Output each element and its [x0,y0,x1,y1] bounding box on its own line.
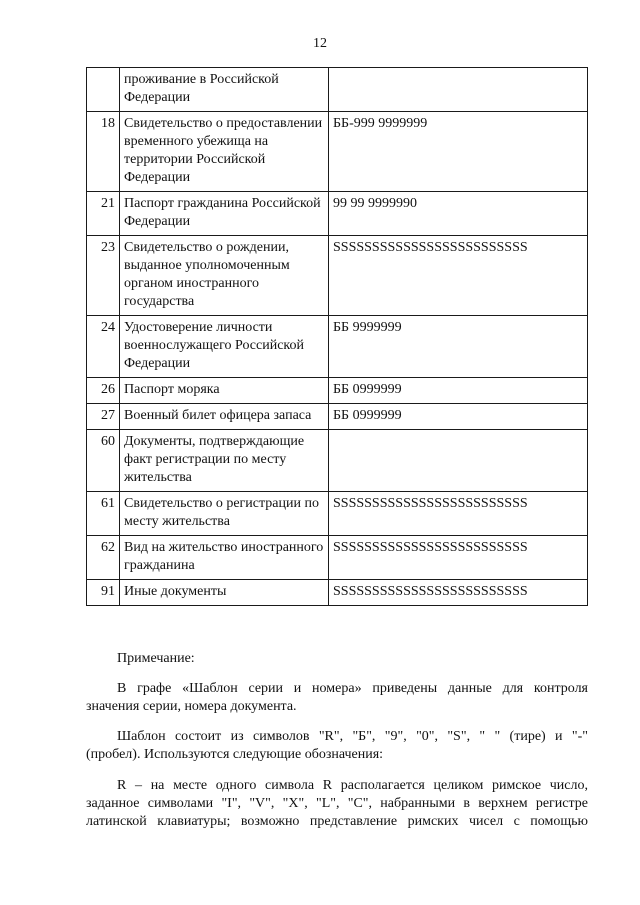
series-number-template-cell: SSSSSSSSSSSSSSSSSSSSSSSSS [329,536,588,580]
note-paragraph-2 [86,728,588,764]
table-row [87,404,588,430]
page-number: 12 [313,36,327,51]
document-name-cell: Паспорт гражданина Российской Федерации [120,192,329,236]
document-code-cell: 60 [87,430,120,492]
document-code-cell: 62 [87,536,120,580]
series-number-template-cell: 99 99 9999990 [329,192,588,236]
note-paragraph-3-line-3: латинской клавиатуры; возможно представление римских чисел с помощью [86,814,588,829]
series-number-template-cell: ББ-999 9999999 [329,112,588,192]
table-row [87,492,588,536]
document-code-cell: 21 [87,192,120,236]
document-code-cell: 18 [87,112,120,192]
document-code-cell: 91 [87,580,120,606]
note-paragraph-3-line-2: заданное символами "I", "V", "X", "L", "C", набранными в верхнем регистре [86,796,588,811]
series-number-template-cell: SSSSSSSSSSSSSSSSSSSSSSSSS [329,580,588,606]
series-number-template-cell: ББ 0999999 [329,404,588,430]
document-code-cell: 27 [87,404,120,430]
table-row [87,192,588,236]
note-paragraph-1 [86,680,588,716]
document-name-cell: Вид на жительство иностранного гражданина [120,536,329,580]
document-name-cell: Паспорт моряка [120,378,329,404]
document-name-cell: Иные документы [120,580,329,606]
series-number-template-cell: ББ 0999999 [329,378,588,404]
series-number-template-cell: SSSSSSSSSSSSSSSSSSSSSSSSS [329,492,588,536]
table-body [87,68,588,606]
document-code-cell: 23 [87,236,120,316]
document-name-cell: Удостоверение личности военнослужащего Российской Федерации [120,316,329,378]
table-row [87,536,588,580]
table-row [87,236,588,316]
document-code-cell: 26 [87,378,120,404]
document-name-cell: Свидетельство о регистрации по месту жительства [120,492,329,536]
document-code-cell [87,68,120,112]
note-paragraph-2-line-1: Шаблон состоит из символов "R", "Б", "9", "0", "S", " " (тире) и "-" [117,729,588,744]
table-row [87,316,588,378]
document-code-cell: 24 [87,316,120,378]
note-paragraph-3-line-1: R – на месте одного символа R располагается целиком римское число, [117,778,588,793]
document-code-cell: 61 [87,492,120,536]
series-number-template-cell [329,68,588,112]
series-number-template-cell: SSSSSSSSSSSSSSSSSSSSSSSSS [329,236,588,316]
table-row [87,112,588,192]
note-paragraph-1-line-1: В графе «Шаблон серии и номера» приведены данные для контроля [117,681,588,696]
note-title: Примечание: [117,651,195,666]
document-name-cell: Свидетельство о рождении, выданное уполномоченным органом иностранного государства [120,236,329,316]
document-name-cell: Документы, подтверждающие факт регистрации по месту жительства [120,430,329,492]
note-paragraph-3 [86,777,588,831]
note-paragraph-1-line-2: значения серии, номера документа. [86,699,297,714]
document-name-cell: Свидетельство о предоставлении временного убежища на территории Российской Федерации [120,112,329,192]
document-name-cell: Военный билет офицера запаса [120,404,329,430]
series-number-template-cell: ББ 9999999 [329,316,588,378]
table-row [87,378,588,404]
series-number-template-cell [329,430,588,492]
table-row [87,580,588,606]
table-row [87,430,588,492]
note-paragraph-2-line-2: (пробел). Используются следующие обозначения: [86,747,384,762]
table-row [87,68,588,112]
document-name-cell: проживание в Российской Федерации [120,68,329,112]
document-types-table [86,67,588,606]
